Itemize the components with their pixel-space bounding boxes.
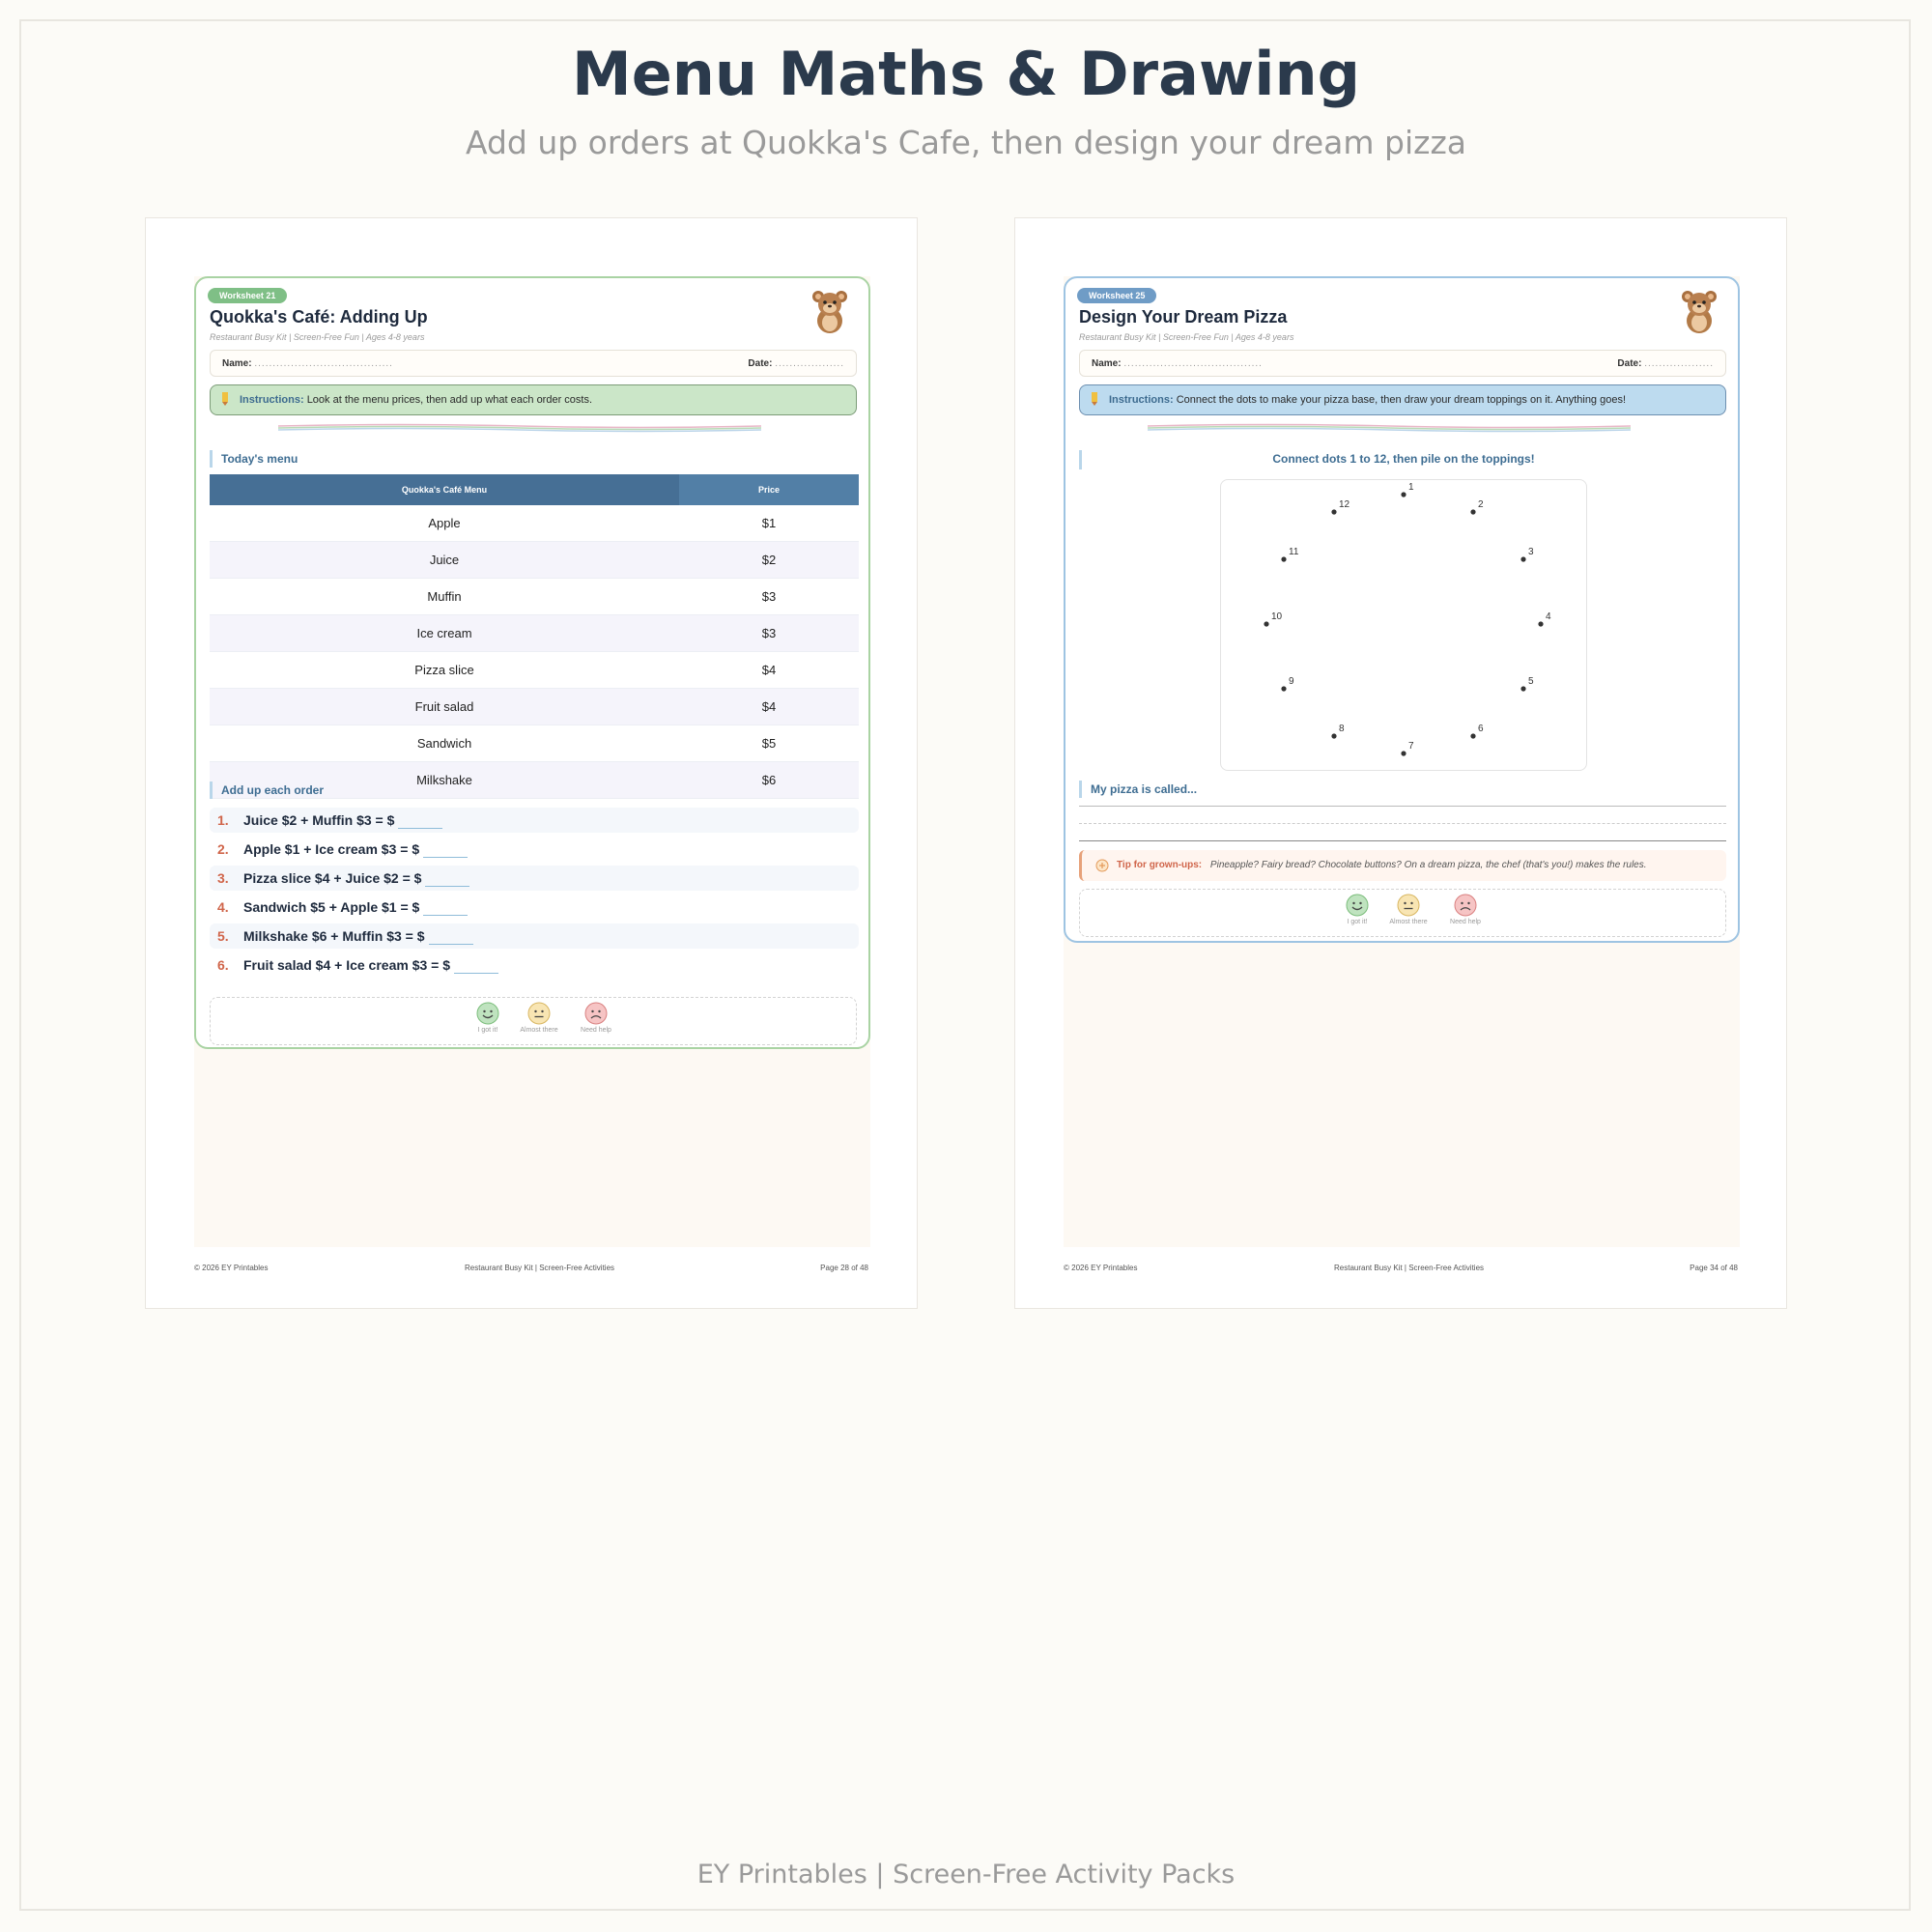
dot-9 [1281,676,1294,692]
table-row [210,725,859,762]
connect-dots-heading: Connect dots 1 to 12, then pile on the toppings! [1272,452,1535,466]
dot-5 [1520,676,1534,692]
name-field[interactable]: ...................................... [1123,358,1263,369]
menu-item: Apple [210,505,679,542]
page-title: Menu Maths & Drawing [572,39,1360,109]
feedback-label: Almost there [1389,919,1428,925]
worksheet-page-right [1014,217,1787,1309]
worksheet-card [194,276,870,1049]
order-item [210,808,859,833]
feedback-need-help[interactable] [1441,894,1490,925]
tip-label: Tip for grown-ups: [1117,860,1203,870]
writing-line-middle[interactable] [1079,823,1726,824]
order-number: 1. [217,812,229,828]
worksheet-card [1064,276,1740,943]
worksheet-title: Design Your Dream Pizza [1079,307,1288,327]
svg-text:5: 5 [1528,676,1534,687]
dot-to-dot-canvas [1221,480,1586,770]
date-label: Date: [1617,358,1642,369]
pencil-icon [222,392,228,406]
svg-text:6: 6 [1478,724,1484,734]
instructions-text: Connect the dots to make your pizza base, then draw your dream toppings on it. Anything goes! [1176,394,1627,406]
menu-item: Pizza slice [210,652,679,689]
worksheet-badge: Worksheet 21 [208,288,287,303]
footer-copyright: © 2026 EY Printables [194,1264,269,1272]
feedback-label: Need help [581,1027,611,1034]
worksheet-meta: Restaurant Busy Kit | Screen-Free Fun | Ages 4-8 years [1079,332,1294,342]
feedback-label: I got it! [1347,919,1368,925]
svg-text:10: 10 [1271,611,1283,622]
table-row [210,505,859,542]
dot-10 [1264,611,1282,627]
order-text: Fruit salad $4 + Ice cream $3 = $ [243,957,451,973]
dot-4 [1538,611,1551,627]
feedback-label: Need help [1450,919,1481,925]
sad-face-icon [584,1002,608,1025]
dot-3 [1520,547,1534,562]
table-row [210,579,859,615]
neutral-face-icon [527,1002,551,1025]
order-number: 5. [217,928,229,944]
menu-item: Fruit salad [210,689,679,725]
footer-page-number: Page 28 of 48 [820,1264,868,1272]
writing-line-top[interactable] [1079,806,1726,807]
feedback-almost[interactable] [1384,894,1433,925]
menu-item: Sandwich [210,725,679,762]
menu-item: Muffin [210,579,679,615]
lightbulb-icon [1095,859,1109,872]
svg-text:4: 4 [1546,611,1551,622]
answer-blank[interactable] [425,872,469,887]
wavy-divider [1148,423,1631,433]
order-text: Milkshake $6 + Muffin $3 = $ [243,928,425,944]
svg-text:2: 2 [1478,499,1484,510]
answer-blank[interactable] [454,959,498,974]
date-label: Date: [748,358,773,369]
instructions-text: Look at the menu prices, then add up what each order costs. [306,394,593,406]
pizza-name-heading: My pizza is called... [1079,781,1197,798]
worksheet-meta: Restaurant Busy Kit | Screen-Free Fun | Ages 4-8 years [210,332,425,342]
table-row [210,615,859,652]
name-label: Name: [222,358,252,369]
instructions-label: Instructions: [1109,394,1174,406]
self-assessment-box [210,997,857,1045]
date-field[interactable]: ................... [775,358,844,369]
name-field[interactable]: ...................................... [254,358,393,369]
menu-price: $4 [679,689,859,725]
happy-face-icon [1346,894,1369,917]
instructions-box [210,384,857,415]
svg-text:11: 11 [1289,547,1299,557]
dot-8 [1331,724,1345,739]
name-date-box [1079,350,1726,377]
instructions-box [1079,384,1726,415]
feedback-almost[interactable] [515,1002,563,1034]
wavy-divider [278,423,761,433]
quokka-icon [810,288,849,334]
table-row [210,542,859,579]
order-item [210,895,859,920]
menu-price: $3 [679,579,859,615]
menu-price: $4 [679,652,859,689]
pencil-icon [1092,392,1097,406]
order-text: Pizza slice $4 + Juice $2 = $ [243,870,422,886]
dot-11 [1281,547,1298,562]
menu-heading: Today's menu [210,450,298,468]
table-row [210,652,859,689]
order-item [210,923,859,949]
neutral-face-icon [1397,894,1420,917]
name-date-box [210,350,857,377]
order-text: Sandwich $5 + Apple $1 = $ [243,899,420,915]
answer-blank[interactable] [429,930,473,945]
order-item [210,866,859,891]
footer-kit-name: Restaurant Busy Kit | Screen-Free Activities [1334,1264,1485,1272]
order-text: Apple $1 + Ice cream $3 = $ [243,841,420,857]
menu-table [210,474,859,799]
menu-price: $5 [679,725,859,762]
order-text: Juice $2 + Muffin $3 = $ [243,812,395,828]
sad-face-icon [1454,894,1477,917]
answer-blank[interactable] [398,814,442,829]
table-header-item: Quokka's Café Menu [210,474,679,505]
menu-price: $1 [679,505,859,542]
feedback-got-it[interactable] [464,1002,512,1034]
orders-list [210,808,859,981]
menu-price: $6 [679,762,859,799]
dot-7 [1401,741,1414,756]
answer-blank[interactable] [423,843,468,858]
svg-text:1: 1 [1408,482,1414,493]
footer-page-number: Page 34 of 48 [1690,1264,1738,1272]
order-item [210,952,859,978]
svg-text:12: 12 [1339,499,1350,510]
order-number: 3. [217,870,229,886]
name-label: Name: [1092,358,1122,369]
dot-6 [1470,724,1484,739]
table-header-price: Price [679,474,859,505]
dot-1 [1401,482,1414,497]
dot-12 [1331,499,1350,515]
feedback-got-it[interactable] [1333,894,1381,925]
page-subtitle: Add up orders at Quokka's Cafe, then design your dream pizza [465,124,1467,161]
feedback-label: Almost there [520,1027,558,1034]
order-number: 6. [217,957,229,973]
orders-heading: Add up each order [210,781,324,799]
footer-kit-name: Restaurant Busy Kit | Screen-Free Activities [465,1264,615,1272]
tip-text: Pineapple? Fairy bread? Chocolate buttons? On a dream pizza, the chef (that's you!) makes the rules. [1209,860,1647,870]
self-assessment-box [1079,889,1726,937]
order-number: 2. [217,841,229,857]
table-row [210,689,859,725]
answer-blank[interactable] [423,901,468,916]
worksheet-page-left [145,217,918,1309]
order-number: 4. [217,899,229,915]
quokka-icon [1680,288,1719,334]
svg-text:7: 7 [1408,741,1414,752]
menu-price: $3 [679,615,859,652]
menu-price: $2 [679,542,859,579]
menu-item: Juice [210,542,679,579]
happy-face-icon [476,1002,499,1025]
dot-to-dot-area[interactable] [1220,479,1587,771]
footer-copyright: © 2026 EY Printables [1064,1264,1138,1272]
feedback-label: I got it! [477,1027,498,1034]
grown-ups-tip [1079,850,1726,881]
menu-item: Ice cream [210,615,679,652]
dot-2 [1470,499,1484,515]
worksheet-badge: Worksheet 25 [1077,288,1156,303]
menu-item: Milkshake [210,762,679,799]
order-item [210,837,859,862]
worksheet-title: Quokka's Café: Adding Up [210,307,428,327]
svg-text:9: 9 [1289,676,1294,687]
writing-line-base[interactable] [1079,840,1726,841]
date-field[interactable]: ................... [1644,358,1714,369]
instructions-label: Instructions: [240,394,304,406]
feedback-need-help[interactable] [572,1002,620,1034]
svg-text:8: 8 [1339,724,1345,734]
svg-text:3: 3 [1528,547,1534,557]
brand-footer: EY Printables | Screen-Free Activity Packs [696,1860,1236,1889]
